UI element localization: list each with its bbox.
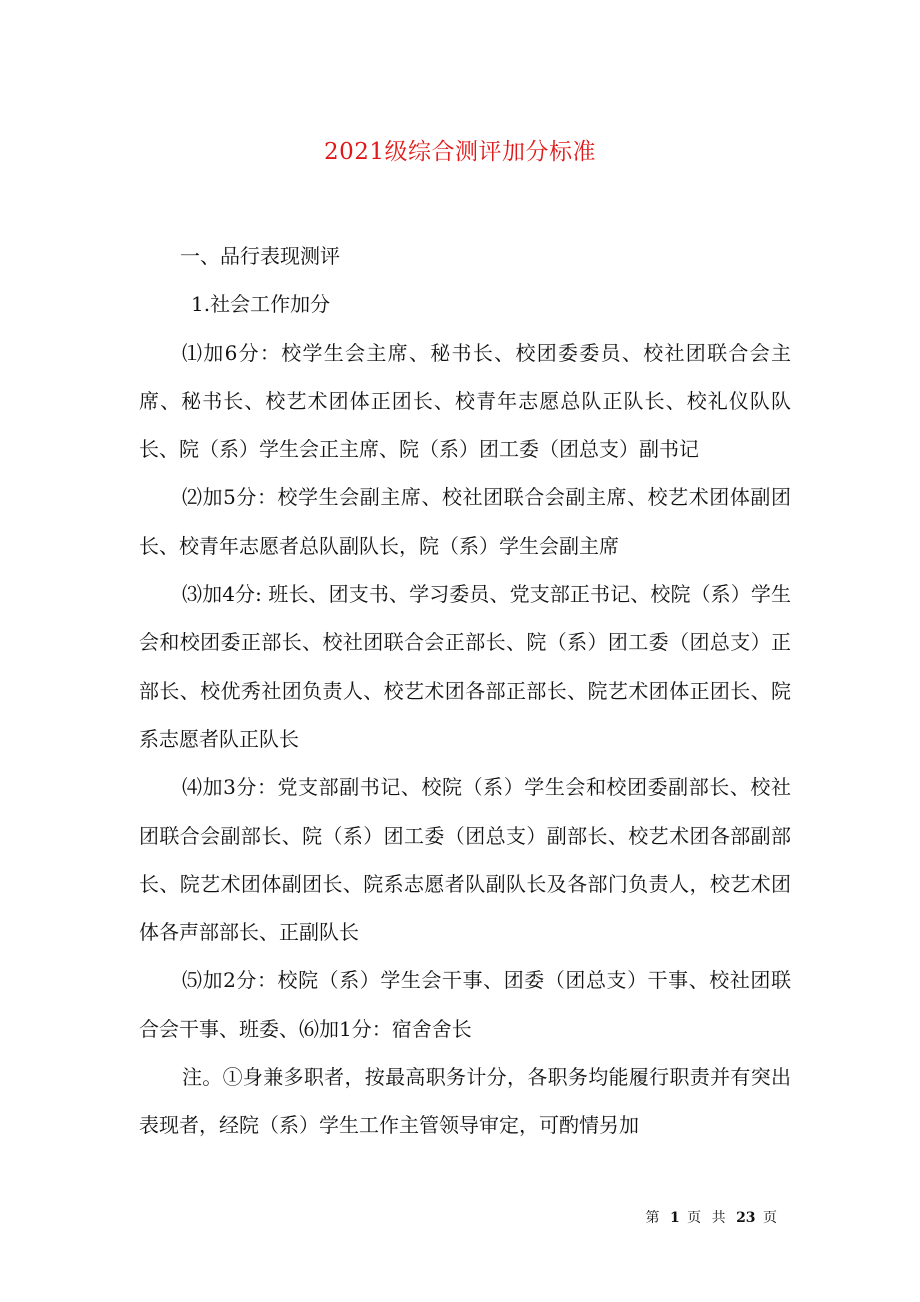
paragraph: ⑸加2分：校院（系）学生会干事、团委（团总支）干事、校社团联合会干事、班委、⑹加1分：宿舍舍长 — [139, 968, 791, 1041]
paragraph: ⑴加6分：校学生会主席、秘书长、校团委委员、校社团联合会主席、秘书长、校艺术团体正团长、校青年志愿总队正队长、校礼仪队队长、院（系）学生会正主席、院（系）团工委（团总支）副书记 — [139, 340, 791, 462]
footer-prefix: 第 — [645, 1210, 663, 1226]
subsection-heading: 1.社会工作加分 — [191, 292, 331, 317]
page-footer — [646, 1207, 781, 1227]
current-page-number: 1 — [669, 1210, 680, 1226]
paragraph: ⑶加4分: 班长、团支书、学习委员、党支部正书记、校院（系）学生会和校团委正部长、校社团联合会正部长、院（系）团工委（团总支）正部长、校优秀社团负责人、校艺术团各部正部长、院艺术团体正团长、院系志愿者队正队长 — [139, 582, 791, 751]
paragraph: ⑵加5分：校学生会副主席、校社团联合会副主席、校艺术团体副团长、校青年志愿者总队副队长，院（系）学生会副主席 — [139, 485, 791, 558]
total-pages-number: 23 — [736, 1210, 756, 1226]
section-heading: 一、品行表现测评 — [180, 244, 340, 268]
note-paragraph: 注。①身兼多职者，按最高职务计分，各职务均能履行职责并有突出表现者，经院（系）学生工作主管领导审定，可酌情另加 — [139, 1065, 791, 1138]
paragraph: ⑷加3分：党支部副书记、校院（系）学生会和校团委副部长、校社团联合会副部长、院（系）团工委（团总支）副部长、校艺术团各部副部长、院艺术团体副团长、院系志愿者队副队长及各部门负责人，校艺术团体各声部部长、正副队长 — [139, 775, 791, 945]
document-title: 2021级综合测评加分标准 — [323, 139, 597, 166]
footer-middle: 页 共 — [687, 1210, 729, 1226]
document-body — [139, 232, 791, 1150]
footer-suffix: 页 — [763, 1210, 780, 1226]
